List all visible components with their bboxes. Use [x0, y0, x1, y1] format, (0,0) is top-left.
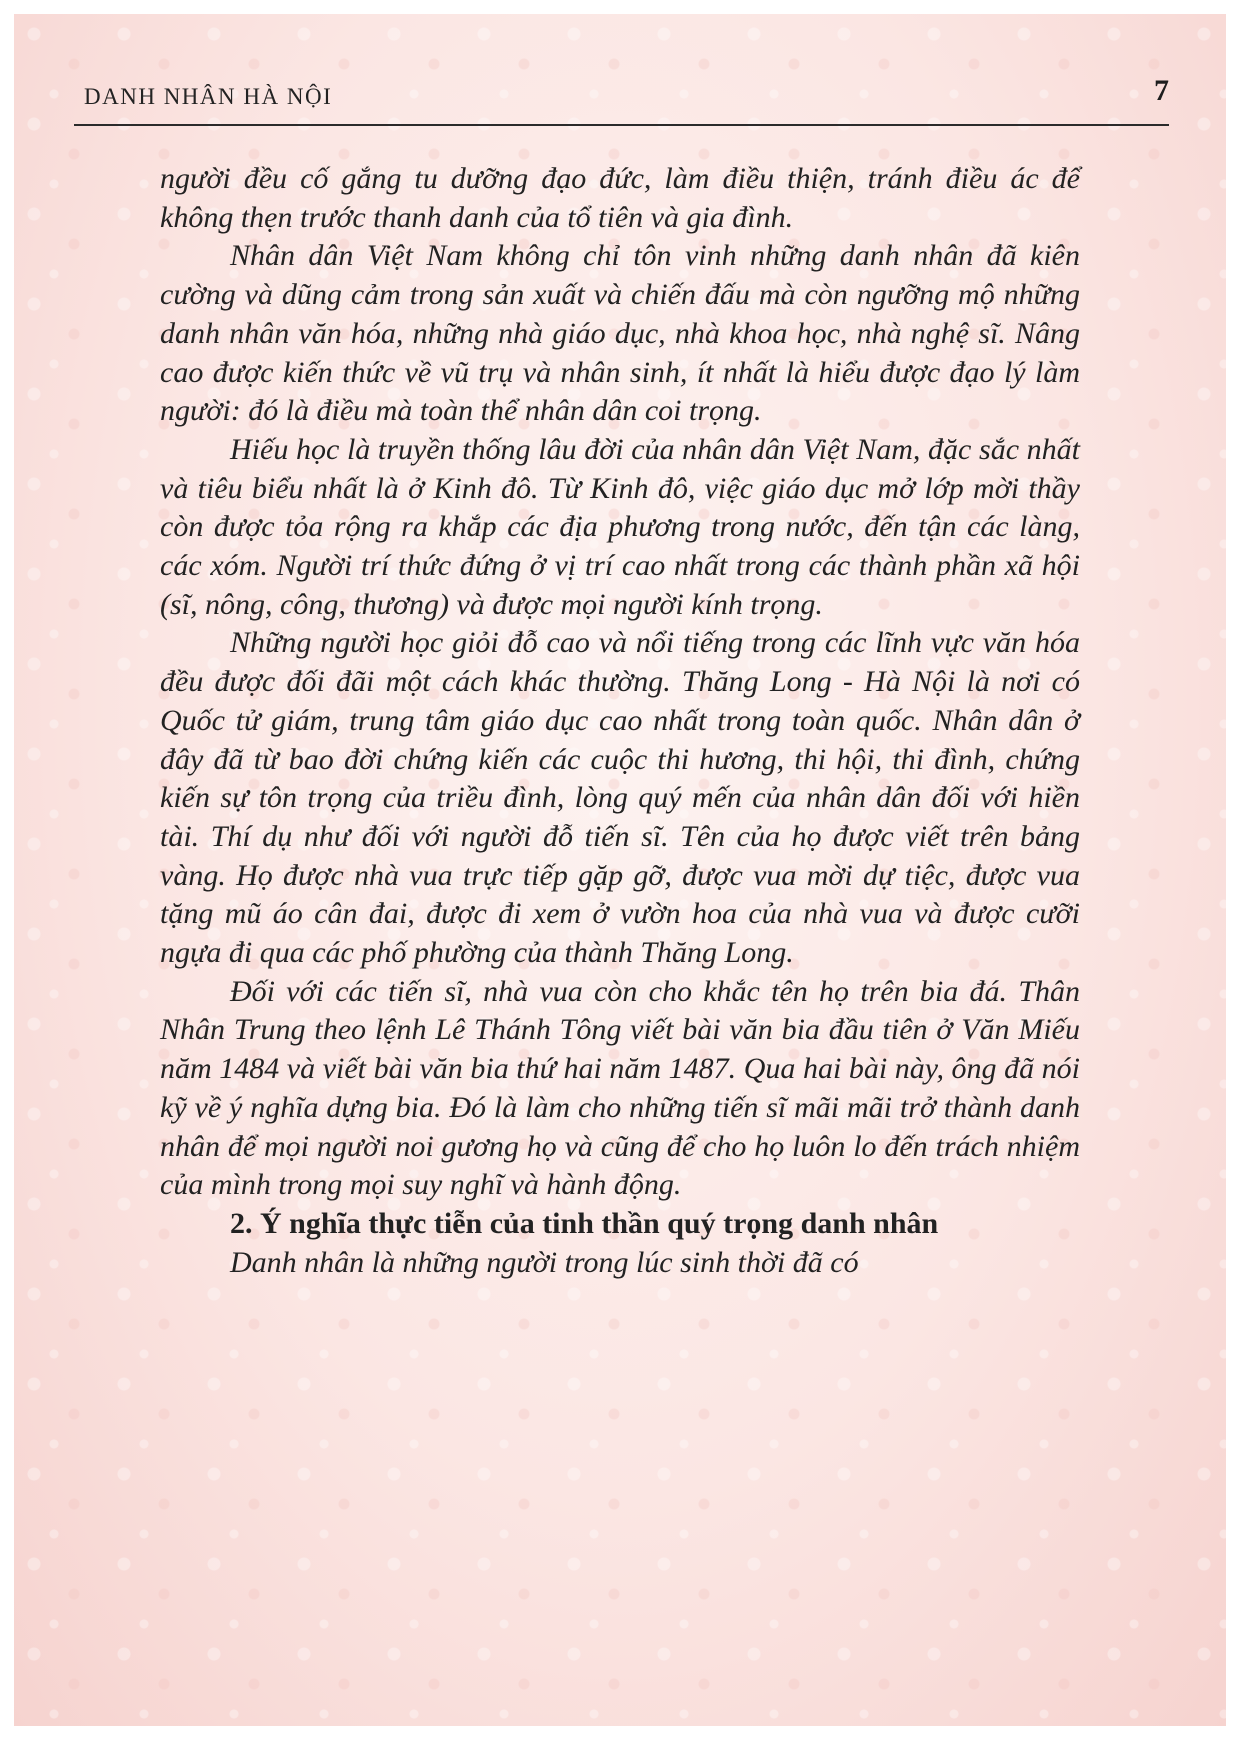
- page-header: [74, 76, 1169, 126]
- paragraph-continuation: người đều cố gắng tu dưỡng đạo đức, làm điều thiện, tránh điều ác để không thẹn trước thanh danh của tổ tiên và gia đình.: [160, 162, 1080, 234]
- running-head: DANH NHÂN HÀ NỘI: [84, 84, 333, 109]
- page-number: 7: [1154, 74, 1169, 107]
- section-heading: 2. Ý nghĩa thực tiễn của tinh thần quý trọng danh nhân: [230, 1206, 939, 1240]
- paragraph: Nhân dân Việt Nam không chỉ tôn vinh những danh nhân đã kiên cường và dũng cảm trong sản xuất và chiến đấu mà còn ngưỡng mộ những danh nhân văn hóa, những nhà giáo dục, nhà khoa học, nhà nghệ sĩ. Nâng cao được kiến thức về vũ trụ và nhân sinh, ít nhất là hiểu được đạo lý làm người: đó là điều mà toàn thể nhân dân coi trọng.: [160, 239, 1080, 428]
- paragraph: Những người học giỏi đỗ cao và nổi tiếng trong các lĩnh vực văn hóa đều được đối đãi một cách khác thường. Thăng Long - Hà Nội là nơi có Quốc tử giám, trung tâm giáo dục cao nhất trong toàn quốc. Nhân dân ở đây đã từ bao đời chứng kiến các cuộc thi hương, thi hội, thi đình, chứng kiến sự tôn trọng của triều đình, lòng quý mến của nhân dân đối với hiền tài. Thí dụ như đối với người đỗ tiến sĩ. Tên của họ được viết trên bảng vàng. Họ được nhà vua trực tiếp gặp gỡ, được vua mời dự tiệc, được vua tặng mũ áo cân đai, được đi xem ở vườn hoa của nhà vua và được cưỡi ngựa đi qua các phố phường của thành Thăng Long.: [160, 626, 1080, 970]
- body-text: [160, 160, 1080, 1282]
- paragraph: Hiếu học là truyền thống lâu đời của nhân dân Việt Nam, đặc sắc nhất và tiêu biểu nhất là ở Kinh đô. Từ Kinh đô, việc giáo dục mở lớp mời thầy còn được tỏa rộng ra khắp các địa phương trong nước, đến tận các làng, các xóm. Người trí thức đứng ở vị trí cao nhất trong các thành phần xã hội (sĩ, nông, công, thương) và được mọi người kính trọng.: [160, 432, 1080, 621]
- paragraph: Đối với các tiến sĩ, nhà vua còn cho khắc tên họ trên bia đá. Thân Nhân Trung theo lệnh Lê Thánh Tông viết bài văn bia đầu tiên ở Văn Miếu năm 1484 và viết bài văn bia thứ hai năm 1487. Qua hai bài này, ông đã nói kỹ về ý nghĩa dựng bia. Đó là làm cho những tiến sĩ mãi mãi trở thành danh nhân để mọi người noi gương họ và cũng để cho họ luôn lo đến trách nhiệm của mình trong mọi suy nghĩ và hành động.: [160, 974, 1080, 1202]
- paragraph-start: Danh nhân là những người trong lúc sinh thời đã có: [230, 1245, 859, 1279]
